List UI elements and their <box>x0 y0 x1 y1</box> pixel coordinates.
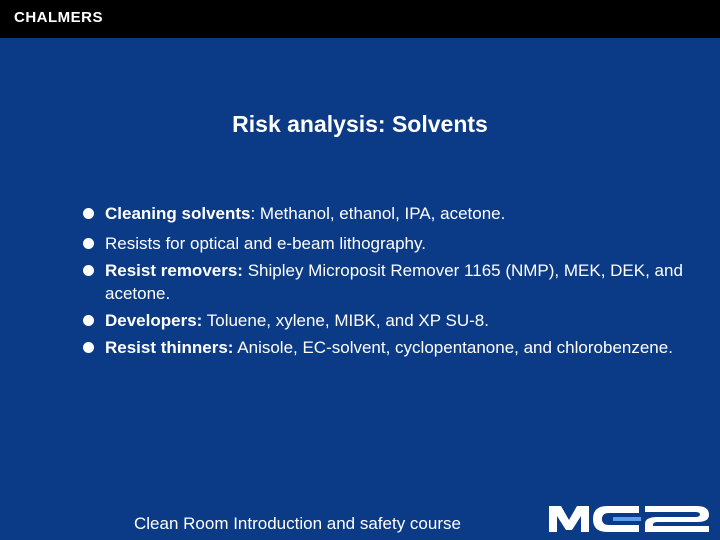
bullet-text: Resists for optical and e-beam lithography. <box>105 234 426 253</box>
mc2-logo <box>547 502 712 534</box>
footer-course-text: Clean Room Introduction and safety course <box>134 514 461 533</box>
bullet-item <box>83 232 703 255</box>
bullet-item <box>83 202 703 225</box>
bullet-list <box>83 202 703 366</box>
bullet-item <box>83 336 703 359</box>
bullet-icon <box>83 342 94 353</box>
bullet-text: Anisole, EC-solvent, cyclopentanone, and chlorobenzene. <box>233 338 673 357</box>
bullet-text: : Methanol, ethanol, IPA, acetone. <box>250 204 506 223</box>
chalmers-logo: CHALMERS <box>14 9 103 26</box>
header-bar <box>0 0 720 38</box>
bullet-icon <box>83 208 94 219</box>
bullet-bold-text: Resist removers: <box>105 261 243 280</box>
slide-title: Risk analysis: Solvents <box>232 111 488 137</box>
bullet-item <box>83 309 703 332</box>
bullet-text: Shipley Microposit Remover 1165 (NMP), MEK, DEK, and acetone. <box>105 261 683 303</box>
bullet-text: Toluene, xylene, MIBK, and XP SU-8. <box>202 311 489 330</box>
bullet-bold-text: Cleaning solvents <box>105 204 251 223</box>
bullet-bold-text: Developers: <box>105 311 203 330</box>
bullet-bold-text: Resist thinners: <box>105 338 234 357</box>
bullet-icon <box>83 315 94 326</box>
bullet-icon <box>83 265 94 276</box>
bullet-item <box>83 259 703 305</box>
bullet-icon <box>83 238 94 249</box>
